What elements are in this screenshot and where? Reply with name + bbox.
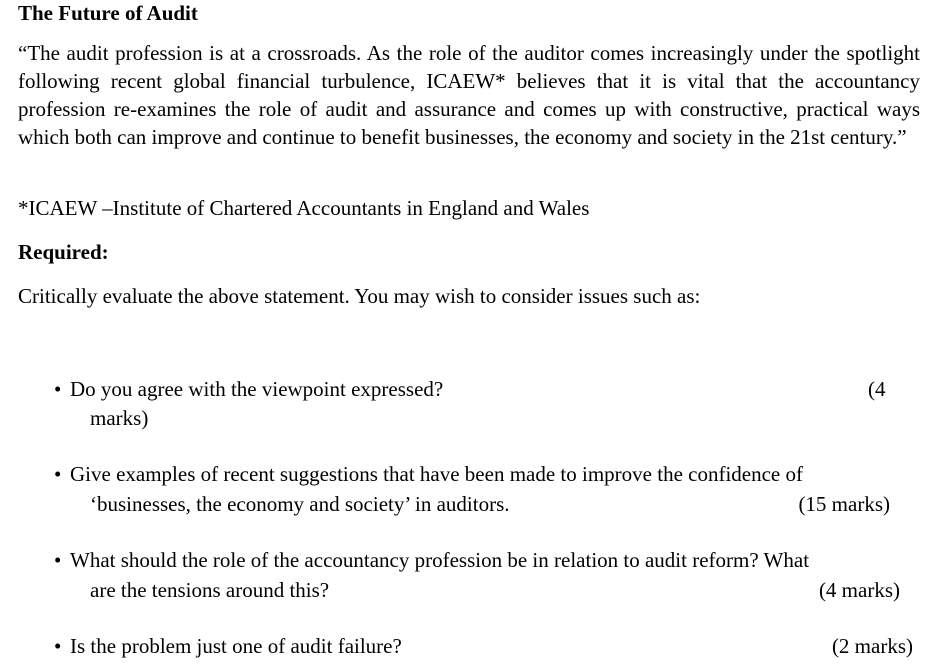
bullet-icon: • bbox=[54, 462, 62, 486]
question-1-marks-continued: marks) bbox=[90, 406, 149, 430]
question-4-text: Is the problem just one of audit failure? bbox=[70, 634, 402, 658]
question-3-marks: (4 marks) bbox=[818, 578, 900, 602]
icaew-quote: “The audit profession is at a crossroads. As the role of the auditor comes increasingly under the spotlight following recent global financial turbulence, ICAEW* believes that it is vital that the accountancy profession re-examines the role of audit and assurance and comes up with constructive, practical ways which both can improve and continue to benefit businesses, the economy and society in the 21st century.” bbox=[18, 41, 920, 149]
question-2 bbox=[54, 461, 803, 487]
question-4 bbox=[54, 633, 402, 659]
footnote: *ICAEW –Institute of Chartered Accountants in England and Wales bbox=[18, 196, 590, 220]
instruction-text: Critically evaluate the above statement. You may wish to consider issues such as: bbox=[18, 284, 701, 308]
question-3-text: What should the role of the accountancy profession be in relation to audit reform? What bbox=[70, 548, 810, 572]
bullet-icon: • bbox=[54, 634, 62, 658]
question-2-text: Give examples of recent suggestions that have been made to improve the confidence of bbox=[70, 462, 803, 486]
question-1-marks: (4 bbox=[868, 377, 886, 401]
question-1 bbox=[54, 376, 443, 402]
question-4-marks: (2 marks) bbox=[831, 634, 913, 658]
question-3-text-continued: are the tensions around this? bbox=[90, 578, 330, 602]
question-2-marks: (15 marks) bbox=[798, 492, 890, 516]
question-2-text-continued: ‘businesses, the economy and society’ in auditors. bbox=[90, 492, 510, 516]
question-3 bbox=[54, 547, 809, 573]
required-heading: Required: bbox=[18, 240, 109, 264]
document-title: The Future of Audit bbox=[18, 1, 198, 25]
question-1-text: Do you agree with the viewpoint expressed? bbox=[70, 377, 444, 401]
bullet-icon: • bbox=[54, 548, 62, 572]
bullet-icon: • bbox=[54, 377, 62, 401]
